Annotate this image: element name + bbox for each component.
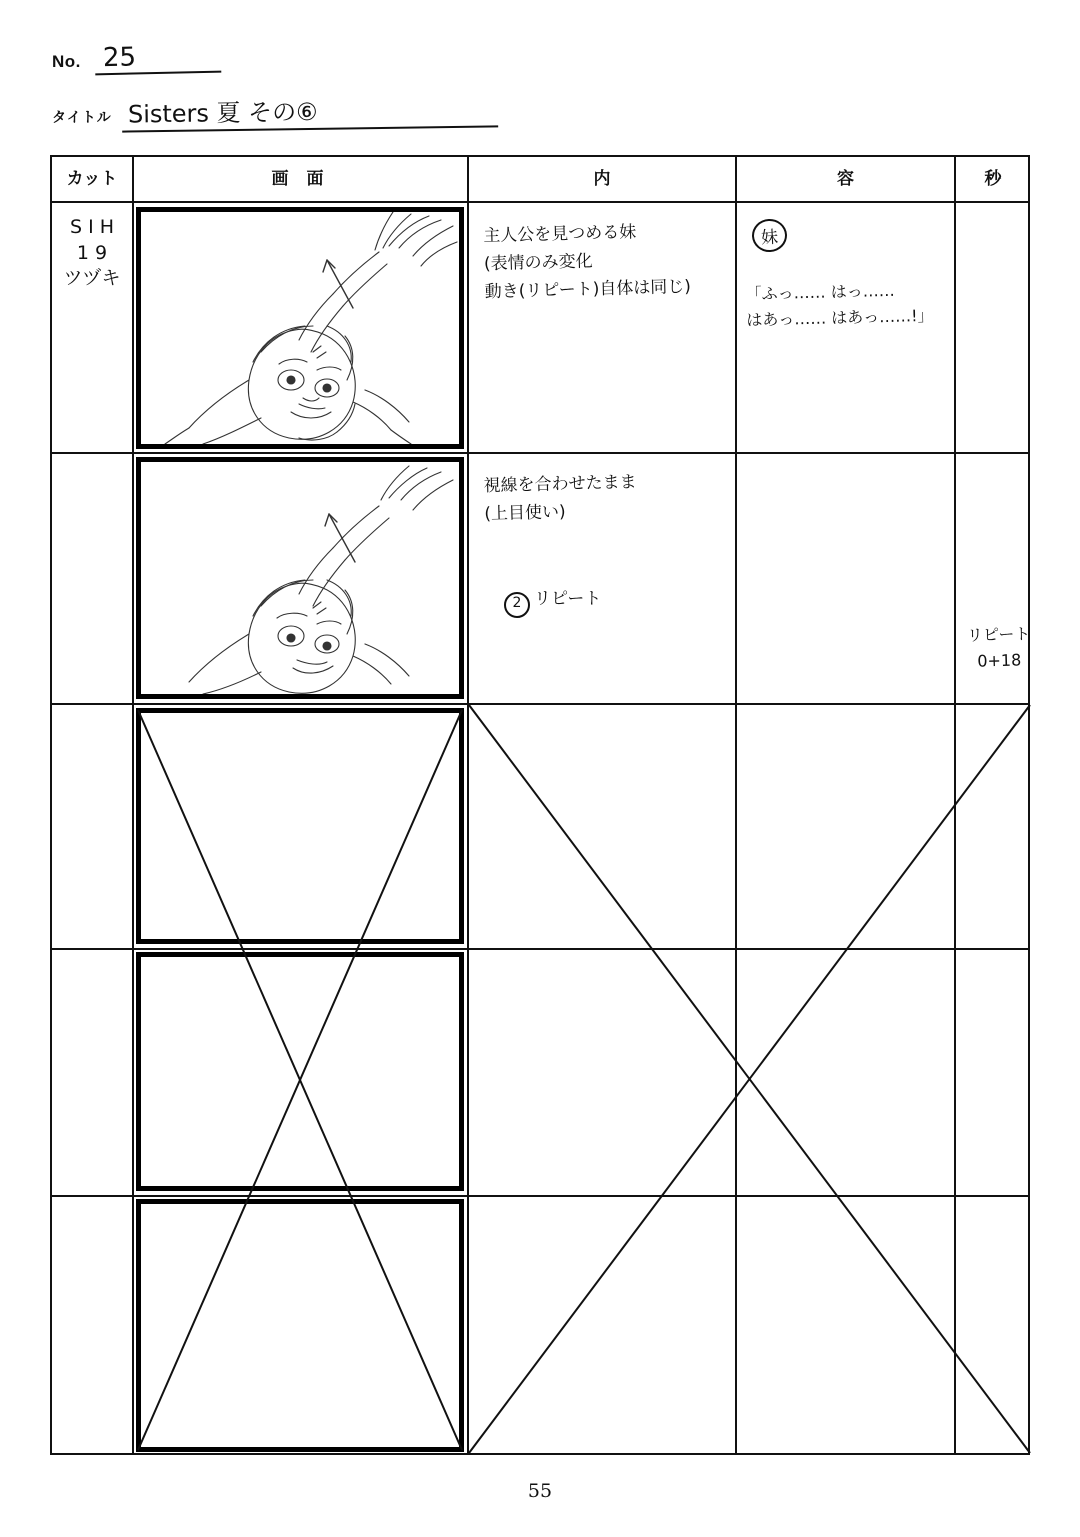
- picture-frame-5: [136, 1199, 464, 1452]
- column-divider-content: [735, 157, 737, 1453]
- content-repeat-note-row2: [504, 557, 601, 618]
- dialogue-text-row1: 「ふっ…… はっ…… はあっ…… はあっ……!」: [745, 280, 934, 331]
- picture-frame-3: [136, 708, 464, 944]
- repeat-label: リピート: [534, 589, 602, 610]
- page-header: [0, 0, 1080, 150]
- content-text-row2: 視線を合わせたまま (上目使い): [483, 472, 637, 525]
- cut-cell-row1: [52, 205, 132, 292]
- header-row-divider: [52, 201, 1028, 203]
- picture-frame-2: [136, 457, 464, 699]
- row-divider-4: [52, 1195, 1028, 1197]
- repeat-count-circle: 2: [504, 592, 530, 618]
- storyboard-number-row: [52, 44, 221, 74]
- seconds-text-row2: リピート 0+18: [966, 624, 1031, 671]
- column-header-dialogue: 容: [837, 169, 854, 189]
- storyboard-sketch-1: [141, 212, 459, 444]
- storyboard-sketch-2: [141, 462, 459, 694]
- page-number: 55: [527, 1480, 553, 1502]
- number-value: 25: [95, 43, 222, 76]
- storyboard-title-row: [52, 97, 498, 130]
- picture-frame-1: [136, 207, 464, 449]
- column-header-seconds: 秒: [984, 169, 1002, 189]
- number-label: No.: [52, 52, 81, 71]
- storyboard-table: [50, 155, 1030, 1455]
- cut-code-line2: 1 9: [76, 241, 108, 264]
- column-divider-picture: [467, 157, 469, 1453]
- row-divider-3: [52, 948, 1028, 950]
- column-header-cut: カット: [66, 169, 118, 189]
- column-header-content: 内: [593, 169, 611, 189]
- title-value: Sisters 夏 その⑥: [122, 97, 498, 132]
- row-divider-1: [52, 452, 1028, 454]
- speaker-tag: 妹: [751, 218, 788, 253]
- title-label: タイトル: [52, 109, 112, 126]
- row-divider-2: [52, 703, 1028, 705]
- content-text-row1: 主人公を見つめる妹 (表情のみ変化 動き(リピート)自体は同じ): [483, 222, 692, 303]
- column-divider-cut: [132, 157, 134, 1453]
- column-header-picture: 画 面: [271, 169, 330, 189]
- table-header-row: [52, 157, 1028, 201]
- column-divider-seconds: [954, 157, 956, 1453]
- cut-code-line3: ツヅキ: [63, 267, 121, 290]
- cut-code-line1: S I H: [69, 216, 115, 238]
- dialogue-speaker-row1: [752, 219, 787, 252]
- picture-frame-4: [136, 952, 464, 1191]
